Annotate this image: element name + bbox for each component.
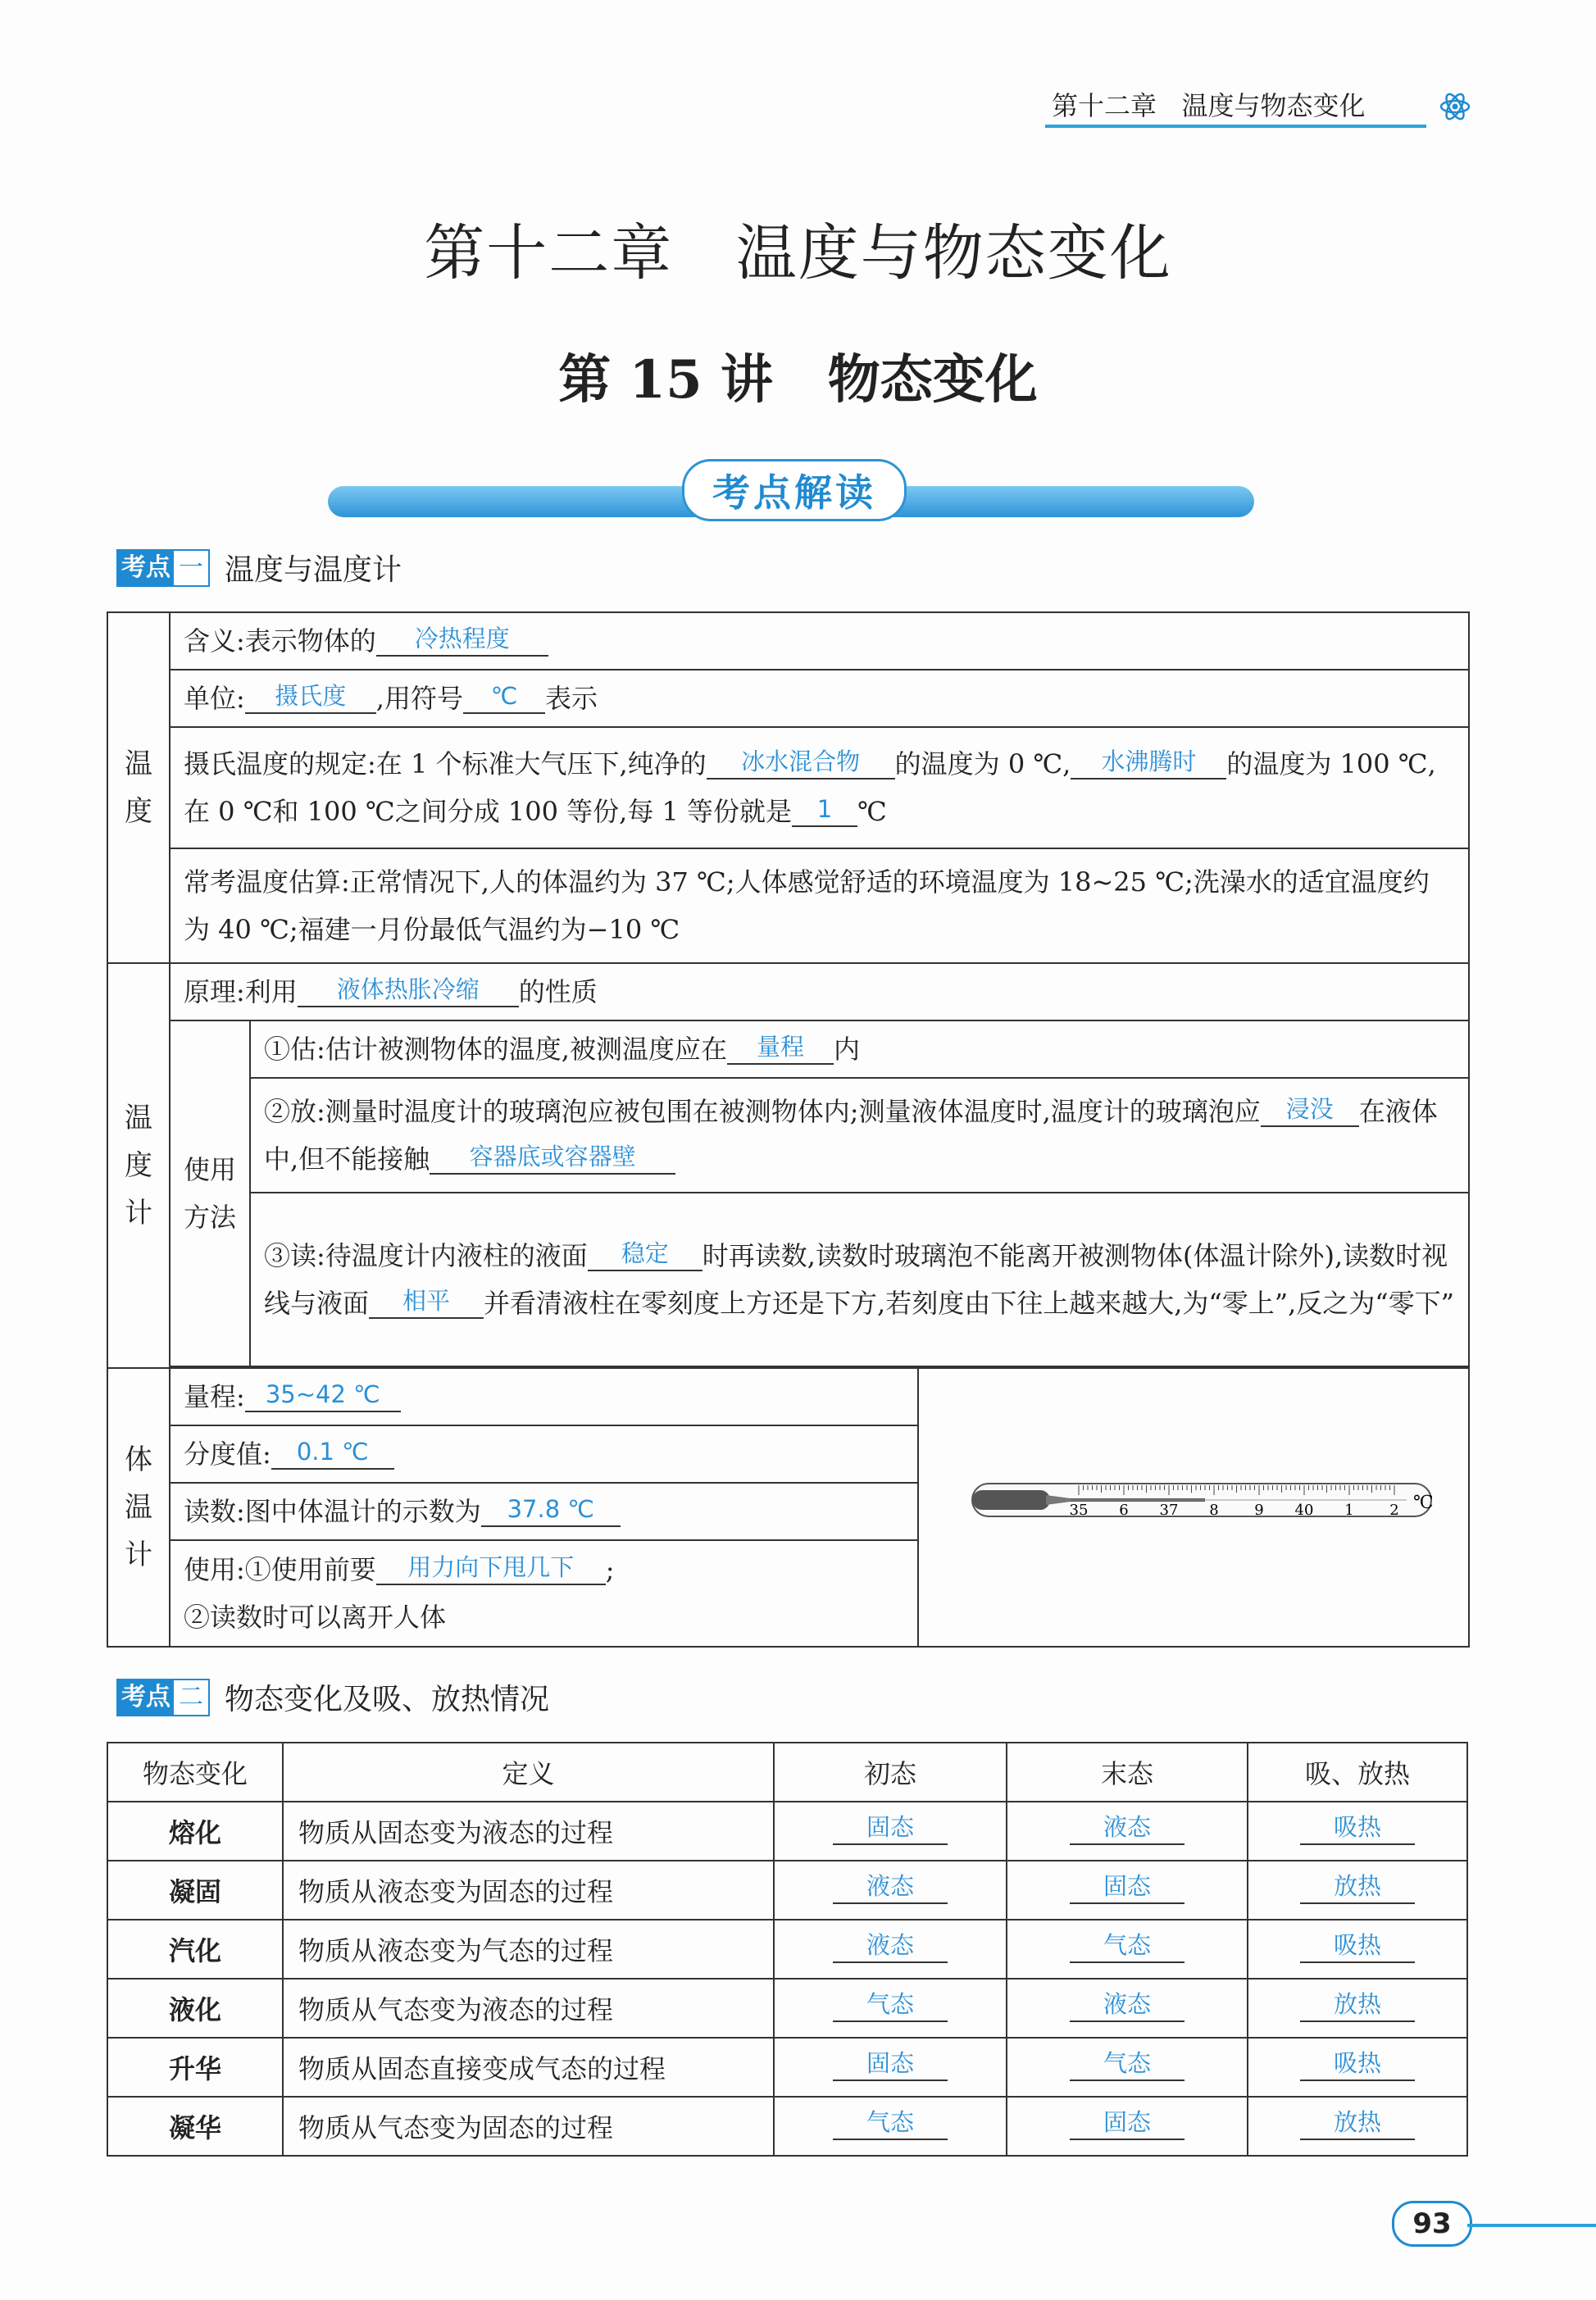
division-cell <box>170 1425 918 1483</box>
table-row <box>107 848 1469 963</box>
phase-definition: 物质从固态直接变成气态的过程 <box>283 2038 774 2097</box>
scale-label: 9 <box>1254 1502 1264 1519</box>
heat-cell <box>1248 1920 1467 1979</box>
answer: 放热 <box>1300 1870 1415 1904</box>
text: 时再读数,读数时玻璃泡不能离开被测物体(体温计除外),读数时视线与液面 <box>264 1240 1448 1319</box>
table-row <box>107 612 1469 670</box>
running-header: 第十二章 温度与物态变化 <box>1052 90 1366 121</box>
answer: 37.8 ℃ <box>481 1493 621 1527</box>
initial-state-cell <box>774 1802 1007 1861</box>
answer: 35~42 ℃ <box>245 1378 401 1412</box>
text: ℃ <box>857 796 887 827</box>
page-number: 93 <box>1392 2201 1472 2247</box>
heat-cell <box>1248 1979 1467 2038</box>
phase-name: 凝华 <box>107 2097 283 2156</box>
label-char: 计 <box>125 1539 152 1571</box>
text: 分度值: <box>184 1439 271 1470</box>
answer: 量程 <box>727 1030 834 1065</box>
answer: 固态 <box>1070 1870 1184 1904</box>
final-state-cell <box>1007 1861 1248 1920</box>
answer: 0.1 ℃ <box>271 1435 394 1470</box>
reading-cell <box>170 1483 918 1540</box>
phase-definition: 物质从固态变为液态的过程 <box>283 1802 774 1861</box>
step3-cell <box>250 1193 1469 1366</box>
page-number-rule <box>1467 2224 1596 2227</box>
col-header: 末态 <box>1007 1743 1248 1802</box>
final-state-cell <box>1007 1802 1248 1861</box>
section2-tag <box>116 1679 210 1716</box>
step2-cell <box>250 1078 1469 1193</box>
answer: 冷热程度 <box>376 622 548 657</box>
initial-state-cell <box>774 1861 1007 1920</box>
answer: 稳定 <box>588 1237 703 1271</box>
text: ②放:测量时温度计的玻璃泡应被包围在被测物体内;测量液体温度时,温度计的玻璃泡应 <box>264 1096 1261 1127</box>
heat-cell <box>1248 2097 1467 2156</box>
section-label-wendu <box>107 612 170 963</box>
phase-definition: 物质从气态变为固态的过程 <box>283 2097 774 2156</box>
answer: 气态 <box>1070 1929 1184 1963</box>
answer: 容器底或容器壁 <box>430 1140 675 1175</box>
answer: 放热 <box>1300 2106 1415 2140</box>
final-state-cell <box>1007 1920 1248 1979</box>
phase-definition: 物质从气态变为液态的过程 <box>283 1979 774 2038</box>
usage-line-1 <box>184 1546 904 1593</box>
unit-cell <box>170 670 1469 727</box>
step1-cell <box>250 1020 1469 1078</box>
table-header-row <box>107 1743 1467 1802</box>
label-char: 温 <box>125 1491 152 1524</box>
text: 摄氏温度的规定:在 1 个标准大气压下,纯净的 <box>184 748 707 780</box>
answer: 固态 <box>833 1811 948 1845</box>
section1-tag <box>116 549 210 587</box>
section2-tag-kaodian: 考点 <box>118 1680 174 1715</box>
text: 并看清液柱在零刻度上方还是下方,若刻度由下往上越来越大,为“零上”,反之为“零下” <box>484 1288 1454 1319</box>
range-cell <box>170 1368 918 1425</box>
answer: 相平 <box>369 1284 484 1319</box>
text: ; <box>605 1554 615 1585</box>
answer: 浸没 <box>1261 1093 1359 1127</box>
label-char: 度 <box>125 795 152 828</box>
scale-label: 35 <box>1069 1502 1089 1519</box>
banner-label: 考点解读 <box>682 459 907 521</box>
final-state-cell <box>1007 2038 1248 2097</box>
atom-icon <box>1439 90 1471 123</box>
section-label-thermometer <box>107 963 170 1368</box>
answer: 固态 <box>833 2047 948 2081</box>
table-row <box>107 1020 1469 1078</box>
table-row <box>107 963 1469 1020</box>
label-char: 体 <box>125 1443 152 1476</box>
answer: 固态 <box>1070 2106 1184 2140</box>
table-row <box>107 1368 1469 1425</box>
text: 使用:①使用前要 <box>184 1554 376 1585</box>
table-row <box>107 1979 1467 2038</box>
clinical-thermometer-figure <box>948 1467 1439 1533</box>
scale-label: 8 <box>1209 1502 1219 1519</box>
text: ①估:估计被测物体的温度,被测温度应在 <box>264 1034 727 1065</box>
answer: 冰水混合物 <box>707 745 895 780</box>
table-row <box>107 1802 1467 1861</box>
phase-name: 升华 <box>107 2038 283 2097</box>
answer: ℃ <box>463 680 545 714</box>
final-state-cell <box>1007 2097 1248 2156</box>
estimate-cell: 常考温度估算:正常情况下,人的体温约为 37 ℃;人体感觉舒适的环境温度为 18~25 ℃;洗澡水的适宜温度约为 40 ℃;福建一月份最低气温约为−10 ℃ <box>170 848 1469 963</box>
text: 表示 <box>544 683 598 714</box>
usage-label: 使用方法 <box>170 1020 250 1366</box>
section-label-clinical <box>107 1368 170 1647</box>
meaning-cell <box>170 612 1469 670</box>
text: 量程: <box>184 1381 245 1412</box>
answer: 吸热 <box>1300 2047 1415 2081</box>
heat-cell <box>1248 1861 1467 1920</box>
text: 读数:图中体温计的示数为 <box>184 1496 481 1527</box>
text: 含义:表示物体的 <box>184 625 376 657</box>
phase-name: 汽化 <box>107 1920 283 1979</box>
answer: 液态 <box>1070 1988 1184 2022</box>
section1-tag-number: 一 <box>174 551 208 585</box>
section1-title: 温度与温度计 <box>225 553 402 587</box>
scale-unit: ℃ <box>1413 1493 1434 1513</box>
section2-heading <box>116 1676 549 1718</box>
table-row <box>107 2038 1467 2097</box>
text: 的性质 <box>518 976 598 1007</box>
answer: 吸热 <box>1300 1929 1415 1963</box>
answer: 液体热胀冷缩 <box>298 973 519 1007</box>
initial-state-cell <box>774 1979 1007 2038</box>
final-state-cell <box>1007 1979 1248 2038</box>
answer: 放热 <box>1300 1988 1415 2022</box>
usage-cell <box>170 1540 918 1647</box>
thermometer-bulb <box>972 1490 1050 1510</box>
table-row <box>107 1920 1467 1979</box>
phase-change-table <box>107 1742 1468 2157</box>
answer: 液态 <box>833 1929 948 1963</box>
section1-tag-kaodian: 考点 <box>118 551 174 585</box>
phase-name: 熔化 <box>107 1802 283 1861</box>
label-char: 温 <box>125 1102 152 1134</box>
temperature-table <box>107 611 1470 1648</box>
principle-cell <box>170 963 1469 1020</box>
scale-label: 6 <box>1119 1502 1129 1519</box>
phase-name: 凝固 <box>107 1861 283 1920</box>
col-header: 初态 <box>774 1743 1007 1802</box>
heat-cell <box>1248 2038 1467 2097</box>
thermometer-figure-cell <box>918 1368 1469 1647</box>
table-row <box>107 1861 1467 1920</box>
label-char: 计 <box>125 1197 152 1230</box>
text: 的温度为 0 ℃, <box>894 748 1071 780</box>
answer: 液态 <box>1070 1811 1184 1845</box>
text: 单位: <box>184 683 245 714</box>
table-row <box>107 670 1469 727</box>
col-header: 定义 <box>283 1743 774 1802</box>
answer: 气态 <box>833 1988 948 2022</box>
phase-definition: 物质从液态变为气态的过程 <box>283 1920 774 1979</box>
scale-label: 37 <box>1159 1502 1179 1519</box>
label-char: 度 <box>125 1149 152 1182</box>
answer: 1 <box>792 793 857 827</box>
label-char: 温 <box>125 748 152 780</box>
usage-line-2: ②读数时可以离开人体 <box>184 1602 447 1633</box>
initial-state-cell <box>774 2038 1007 2097</box>
section1-heading <box>116 547 402 589</box>
lecture-title: 第 15 讲 物态变化 <box>558 349 1038 411</box>
celsius-cell <box>170 727 1469 848</box>
col-header: 吸、放热 <box>1248 1743 1467 1802</box>
header-rule <box>1045 125 1426 128</box>
text: 原理:利用 <box>184 976 298 1007</box>
text: ③读:待温度计内液柱的液面 <box>264 1240 588 1271</box>
text: 的温度为 100 ℃,在 0 ℃和 100 ℃之间分成 100 等份,每 1 等份就是 <box>184 748 1436 827</box>
answer: 吸热 <box>1300 1811 1415 1845</box>
text: 在液体中,但不能接触 <box>264 1096 1438 1175</box>
col-header: 物态变化 <box>107 1743 283 1802</box>
scale-label: 2 <box>1389 1502 1399 1519</box>
scale-label: 40 <box>1294 1502 1314 1519</box>
scale-label: 1 <box>1344 1502 1354 1519</box>
table-row <box>107 1193 1469 1366</box>
answer: 气态 <box>1070 2047 1184 2081</box>
answer: 水沸腾时 <box>1071 745 1226 780</box>
section2-tag-number: 二 <box>174 1680 208 1715</box>
text: ,用符号 <box>375 683 463 714</box>
text: 内 <box>833 1034 860 1065</box>
table-row <box>107 2097 1467 2156</box>
heat-cell <box>1248 1802 1467 1861</box>
answer: 液态 <box>833 1870 948 1904</box>
section2-title: 物态变化及吸、放热情况 <box>225 1683 550 1716</box>
phase-definition: 物质从液态变为固态的过程 <box>283 1861 774 1920</box>
initial-state-cell <box>774 2097 1007 2156</box>
answer: 用力向下甩几下 <box>376 1551 606 1585</box>
answer: 气态 <box>833 2106 948 2140</box>
table-row <box>107 1078 1469 1193</box>
phase-name: 液化 <box>107 1979 283 2038</box>
table-row <box>107 727 1469 848</box>
initial-state-cell <box>774 1920 1007 1979</box>
chapter-title: 第十二章 温度与物态变化 <box>424 218 1172 289</box>
answer: 摄氏度 <box>245 680 376 714</box>
